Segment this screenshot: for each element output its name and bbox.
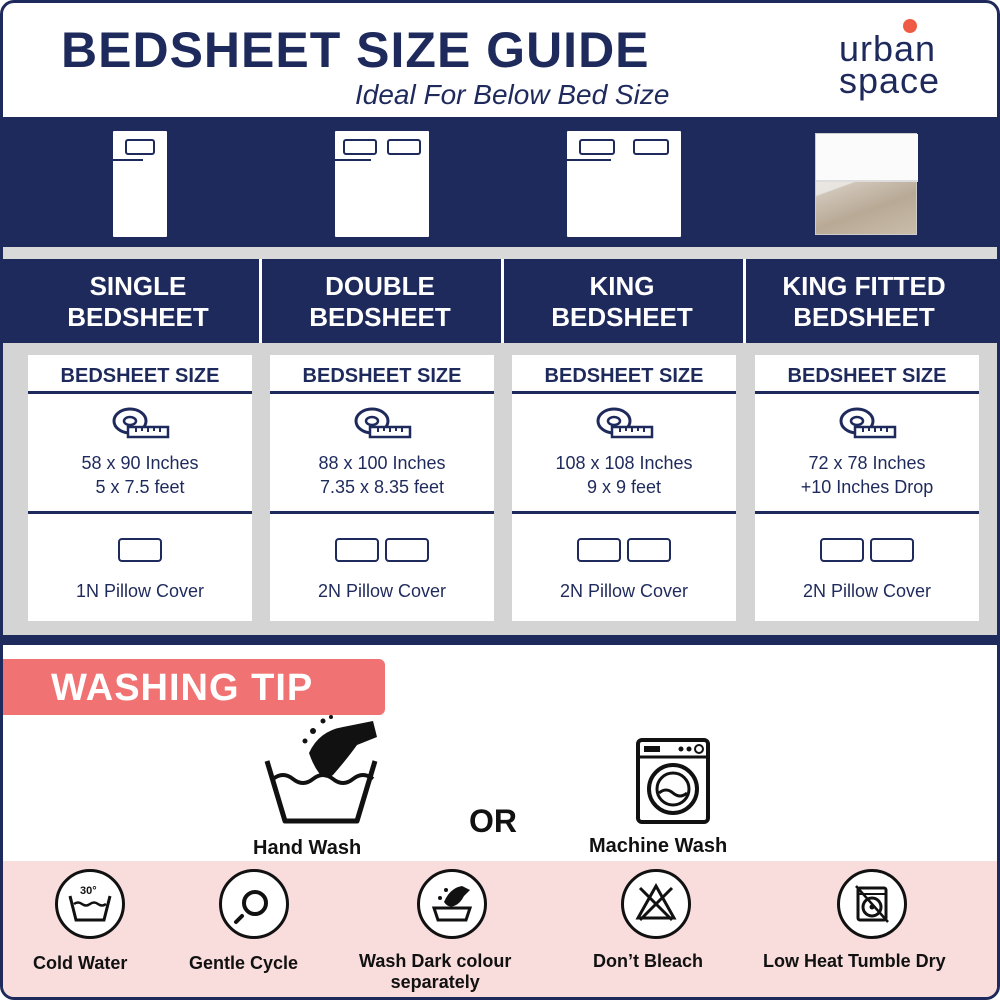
pillow-icons [28, 538, 252, 564]
machine-wash-label: Machine Wash [589, 835, 728, 857]
bed-name-single: SINGLE BEDSHEET [67, 271, 209, 332]
hand-wash-icon [261, 713, 381, 825]
size-inches: 72 x 78 Inches [808, 453, 926, 473]
pillow-cover-label: 2N Pillow Cover [317, 581, 447, 601]
size-heading: BEDSHEET SIZE [544, 365, 704, 387]
bed-name-king-fitted: KING FITTED BEDSHEET [782, 271, 946, 332]
measuring-tape-icon [837, 405, 897, 441]
separator-strip [3, 247, 1000, 259]
tumble-dry-icon [837, 869, 907, 939]
double-bed-icon [333, 129, 431, 239]
pillow-icon [820, 538, 864, 562]
size-feet: 5 x 7.5 feet [95, 477, 185, 497]
cold-water-icon [55, 869, 125, 939]
pillow-icon [118, 538, 162, 562]
separate-wash-icon [417, 869, 487, 939]
pillow-icon [335, 538, 379, 562]
machine-wash-icon [635, 737, 711, 825]
pillow-icon [627, 538, 671, 562]
hand-wash-label: Hand Wash [253, 837, 362, 859]
brand-logo [839, 25, 969, 105]
measuring-tape-icon [594, 405, 654, 441]
single-bed-icon [111, 129, 169, 239]
size-card-double [270, 355, 494, 621]
gentle-cycle-label: Gentle Cycle [189, 953, 299, 973]
size-feet: 7.35 x 8.35 feet [319, 477, 445, 497]
logo-text-line1: urban [839, 28, 937, 69]
size-card-king-fitted [755, 355, 979, 621]
king-bed-icon [565, 129, 683, 239]
fitted-sheet-photo [815, 133, 917, 235]
no-bleach-icon [621, 869, 691, 939]
page-subtitle: Ideal For Below Bed Size [355, 79, 670, 110]
measuring-tape-icon [352, 405, 412, 441]
size-inches: 58 x 90 Inches [81, 453, 199, 473]
pillow-icons [512, 538, 736, 564]
separate-wash-label: Wash Dark colour separately [359, 951, 512, 992]
size-inches: 108 x 108 Inches [555, 453, 693, 473]
size-drop: +10 Inches Drop [800, 477, 934, 497]
or-text: OR [469, 803, 517, 839]
section-divider [3, 635, 1000, 645]
size-feet: 9 x 9 feet [586, 477, 662, 497]
tumble-dry-label: Low Heat Tumble Dry [763, 951, 946, 971]
pillow-cover-label: 1N Pillow Cover [75, 581, 205, 601]
no-bleach-label: Don’t Bleach [593, 951, 704, 971]
page-title: BEDSHEET SIZE GUIDE [61, 22, 650, 78]
measuring-tape-icon [110, 405, 170, 441]
cold-water-temp: 30° [80, 885, 97, 897]
size-heading: BEDSHEET SIZE [60, 365, 220, 387]
size-card-king [512, 355, 736, 621]
size-heading: BEDSHEET SIZE [302, 365, 462, 387]
pillow-icon [577, 538, 621, 562]
pillow-icons [270, 538, 494, 564]
pillow-icons [755, 538, 979, 564]
pillow-icon [385, 538, 429, 562]
pillow-icon [870, 538, 914, 562]
pillow-cover-label: 2N Pillow Cover [802, 581, 932, 601]
bed-name-king: KING BEDSHEET [551, 271, 693, 332]
pillow-cover-label: 2N Pillow Cover [559, 581, 689, 601]
size-card-single [28, 355, 252, 621]
size-inches: 88 x 100 Inches [318, 453, 446, 473]
gentle-cycle-icon [219, 869, 289, 939]
size-heading: BEDSHEET SIZE [787, 365, 947, 387]
cold-water-label: Cold Water [33, 953, 128, 973]
logo-text-line2: space [839, 60, 941, 101]
washing-tip-title: WASHING TIP [51, 667, 314, 709]
bed-name-double: DOUBLE BEDSHEET [309, 271, 451, 332]
